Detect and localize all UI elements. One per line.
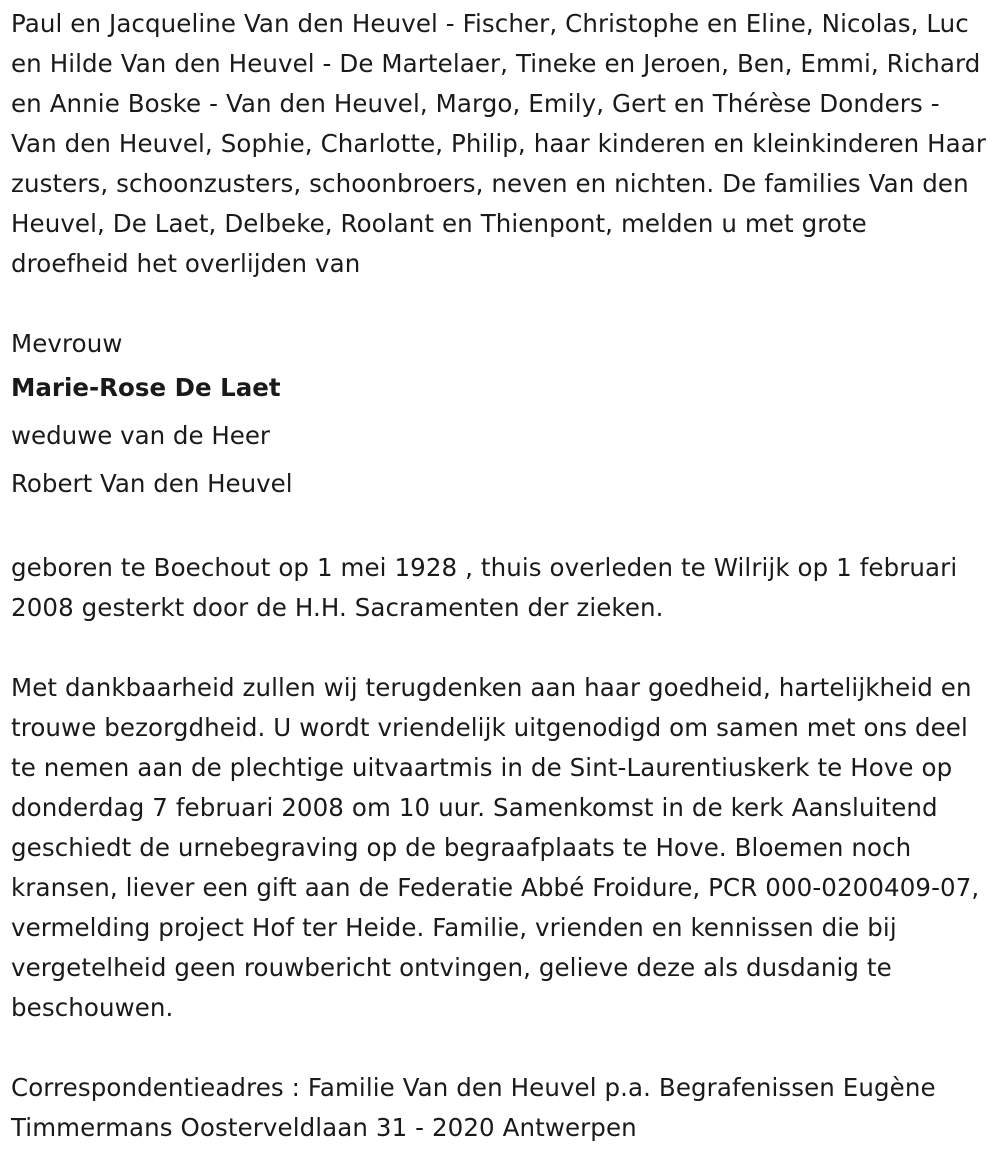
obituary-text [11, 4, 990, 364]
correspondence-address: Correspondentieadres : Familie Van den Heuvel p.a. Begrafenissen Eugène Timmermans Oosterveldlaan 31 - 2020 Antwerpen [11, 1073, 936, 1142]
spacer [11, 1028, 990, 1068]
spouse-name: Robert Van den Heuvel [11, 469, 293, 498]
widow-line: weduwe van de Heer [11, 421, 270, 450]
salutation: Mevrouw [11, 329, 123, 358]
deceased-block [11, 364, 990, 508]
birth-death-paragraph: geboren te Boechout op 1 mei 1928 , thuis overleden te Wilrijk op 1 februari 2008 gesterkt door de H.H. Sacramenten der zieken. [11, 553, 958, 622]
spacer [11, 284, 990, 324]
deceased-name: Marie-Rose De Laet [11, 373, 281, 402]
details-text [11, 508, 990, 1148]
family-announcement: Paul en Jacqueline Van den Heuvel - Fischer, Christophe en Eline, Nicolas, Luc en Hilde Van den Heuvel - De Martelaer, Tineke en Jeroen, Ben, Emmi, Richard en Annie Boske - Van den Heuvel, Margo, Emily, Gert en Thérèse Donders - Van den Heuvel, Sophie, Charlotte, Philip, haar kinderen en kleinkinderen Haar zusters, schoonzusters, schoonbroers, neven en nichten. De families Van den Heuvel, De Laet, Delbeke, Roolant en Thienpont, melden u met grote droefheid het overlijden van [11, 9, 987, 278]
ceremony-paragraph: Met dankbaarheid zullen wij terugdenken aan haar goedheid, hartelijkheid en trouwe bezorgdheid. U wordt vriendelijk uitgenodigd om samen met ons deel te nemen aan de plechtige uitvaartmis in de Sint-Laurentiuskerk te Hove op donderdag 7 februari 2008 om 10 uur. Samenkomst in de kerk Aansluitend geschiedt de urnebegraving op de begraafplaats te Hove. Bloemen noch kransen, liever een gift aan de Federatie Abbé Froidure, PCR 000-0200409-07, vermelding project Hof ter Heide. Familie, vrienden en kennissen die bij vergetelheid geen rouwbericht ontvingen, gelieve deze als dusdanig te beschouwen. [11, 673, 980, 1022]
spacer [11, 508, 990, 548]
spacer [11, 628, 990, 668]
